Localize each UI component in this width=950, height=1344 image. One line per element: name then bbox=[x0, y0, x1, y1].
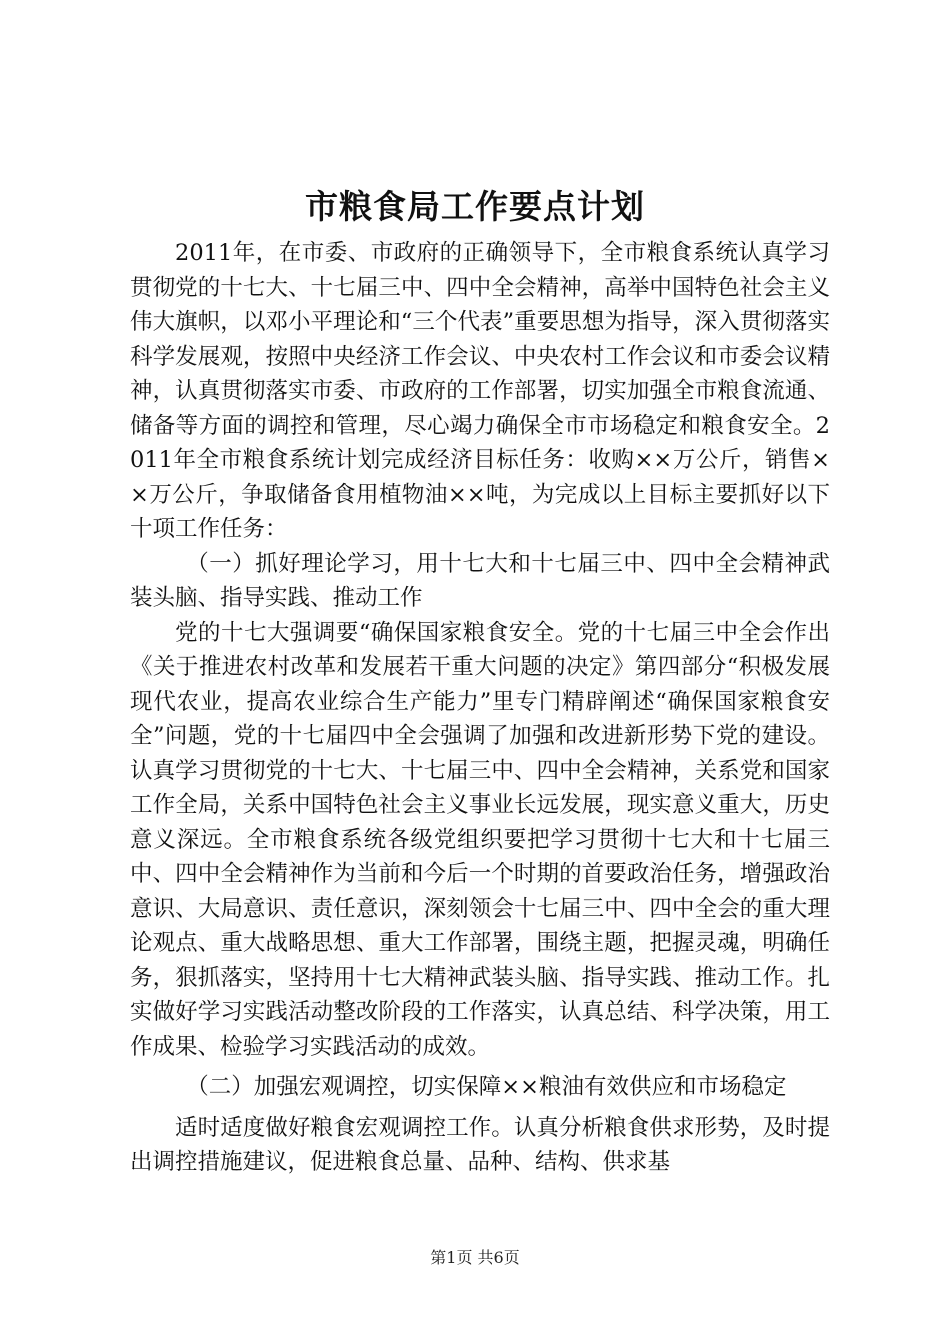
page-number-footer: 第1页 共6页 bbox=[430, 1248, 520, 1267]
paragraph-section-1: 党的十七大强调要“确保国家粮食安全。党的十七届三中全会作出《关于推进农村改革和发展若干重大问题的决定》第四部分“积极发展现代农业，提高农业综合生产能力”里专门精辟阐述“确保国家粮食安全”问题，党的十七届四中全会强调了加强和改进新形势下党的建设。认真学习贯彻党的十七大、十七届三中、四中全会精神，关系党和国家工作全局，关系中国特色社会主义事业长远发展，现实意义重大，历史意义深远。全市粮食系统各级党组织要把学习贯彻十七大和十七届三中、四中全会精神作为当前和今后一个时期的首要政治任务，增强政治意识、大局意识、责任意识，深刻领会十七届三中、四中全会的重大理论观点、重大战略思想、重大工作部署，围绕主题，把握灵魂，明确任务，狠抓落实，坚持用十七大精神武装头脑、指导实践、推动工作。扎实做好学习实践活动整改阶段的工作落实，认真总结、科学决策，用工作成果、检验学习实践活动的成效。 bbox=[130, 619, 830, 1060]
section-heading-1: （一）抓好理论学习，用十七大和十七届三中、四中全会精神武装头脑、指导实践、推动工作 bbox=[130, 550, 830, 611]
document-title: 市粮食局工作要点计划 bbox=[305, 187, 645, 226]
section-heading-2: （二）加强宏观调控，切实保障××粮油有效供应和市场稳定 bbox=[186, 1074, 787, 1100]
paragraph-intro: 2011年，在市委、市政府的正确领导下，全市粮食系统认真学习贯彻党的十七大、十七届三中、四中全会精神，高举中国特色社会主义伟大旗帜，以邓小平理论和“三个代表”重要思想为指导，深入贯彻落实科学发展观，按照中央经济工作会议、中央农村工作会议和市委会议精神，认真贯彻落实市委、市政府的工作部署，切实加强全市粮食流通、储备等方面的调控和管理，尽心竭力确保全市市场稳定和粮食安全。2011年全市粮食系统计划完成经济目标任务：收购××万公斤，销售××万公斤，争取储备食用植物油××吨，为完成以上目标主要抓好以下十项工作任务： bbox=[130, 240, 830, 542]
document-body bbox=[130, 236, 830, 1180]
paragraph-section-2: 适时适度做好粮食宏观调控工作。认真分析粮食供求形势，及时提出调控措施建议，促进粮食总量、品种、结构、供求基 bbox=[130, 1114, 830, 1175]
